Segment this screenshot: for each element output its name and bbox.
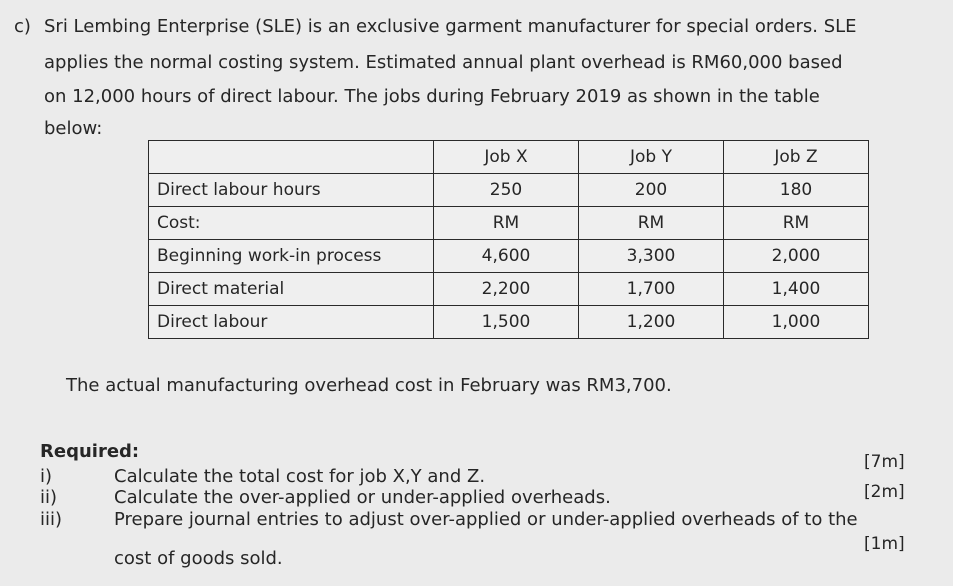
table-header-row — [149, 141, 869, 174]
header-job-y: Job Y — [579, 141, 724, 174]
row-label: Beginning work-in process — [149, 240, 434, 273]
table-row — [149, 174, 869, 207]
table-row — [149, 273, 869, 306]
required-heading: Required: — [40, 441, 140, 462]
intro-line-2: applies the normal costing system. Estimated annual plant overhead is RM60,000 based — [44, 52, 843, 73]
item-3-marks: [1m] — [864, 534, 905, 554]
question-label: c) — [14, 16, 31, 37]
table-row — [149, 240, 869, 273]
item-number: ii) — [40, 487, 58, 508]
cell-job-x: 2,200 — [434, 273, 579, 306]
cell-job-y: 3,300 — [579, 240, 724, 273]
item-number: iii) — [40, 509, 63, 530]
cell-job-x: 1,500 — [434, 306, 579, 339]
cell-job-y: RM — [579, 207, 724, 240]
required-item-1 — [40, 466, 486, 487]
header-job-x: Job X — [434, 141, 579, 174]
cell-job-z: 180 — [724, 174, 869, 207]
table-row — [149, 306, 869, 339]
header-job-z: Job Z — [724, 141, 869, 174]
table-row — [149, 207, 869, 240]
item-2-marks: [2m] — [864, 482, 905, 502]
actual-overhead-statement: The actual manufacturing overhead cost in February was RM3,700. — [66, 375, 672, 396]
cell-job-z: 1,000 — [724, 306, 869, 339]
cell-job-x: 250 — [434, 174, 579, 207]
cell-job-z: 2,000 — [724, 240, 869, 273]
intro-line-4: below: — [44, 118, 103, 139]
intro-line-1: Sri Lembing Enterprise (SLE) is an exclusive garment manufacturer for special orders. SLE — [44, 16, 857, 37]
item-number: i) — [40, 466, 53, 487]
row-label: Direct material — [149, 273, 434, 306]
required-item-3 — [40, 509, 858, 530]
item-text: Prepare journal entries to adjust over-applied or under-applied overheads of to the — [114, 509, 858, 530]
row-label: Direct labour hours — [149, 174, 434, 207]
item-3-text-continued: cost of goods sold. — [114, 548, 283, 569]
row-label: Cost: — [149, 207, 434, 240]
item-text: Calculate the over-applied or under-applied overheads. — [114, 487, 611, 508]
row-label: Direct labour — [149, 306, 434, 339]
cell-job-x: 4,600 — [434, 240, 579, 273]
cell-job-y: 200 — [579, 174, 724, 207]
required-item-2 — [40, 487, 611, 508]
cell-job-z: 1,400 — [724, 273, 869, 306]
cell-job-y: 1,200 — [579, 306, 724, 339]
intro-line-3: on 12,000 hours of direct labour. The jobs during February 2019 as shown in the table — [44, 86, 820, 107]
item-1-marks: [7m] — [864, 452, 905, 472]
job-cost-table — [148, 140, 869, 339]
cell-job-y: 1,700 — [579, 273, 724, 306]
cell-job-z: RM — [724, 207, 869, 240]
item-text: Calculate the total cost for job X,Y and Z. — [114, 466, 486, 487]
cell-job-x: RM — [434, 207, 579, 240]
header-blank — [149, 141, 434, 174]
